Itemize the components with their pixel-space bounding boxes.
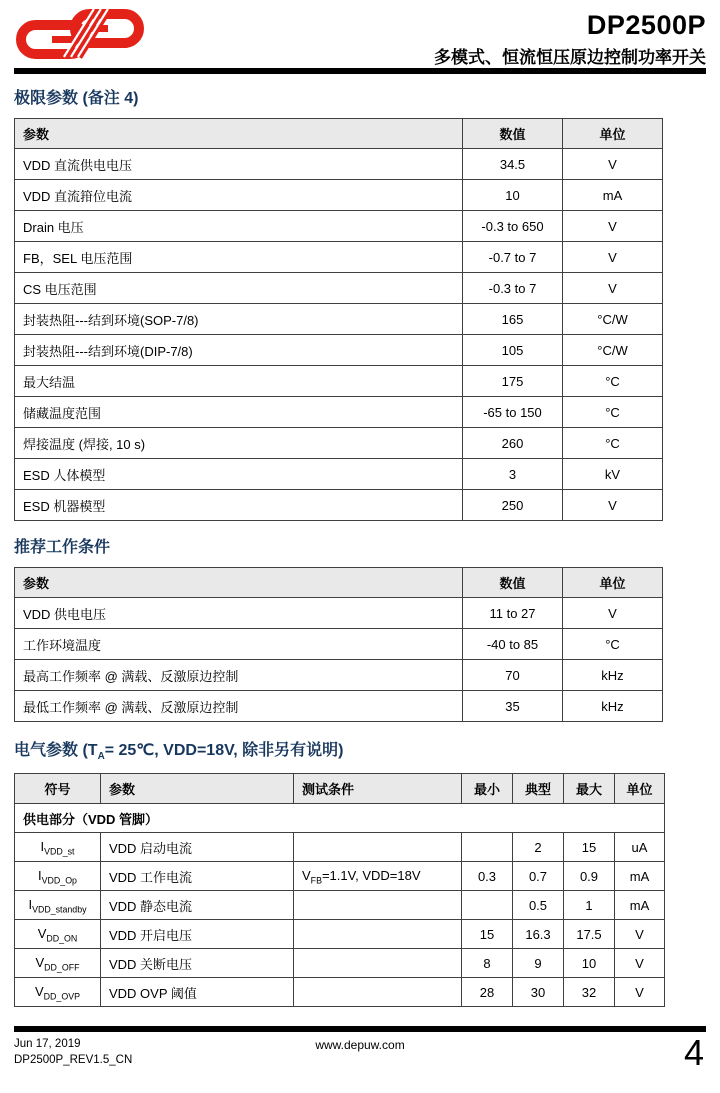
col-param: 参数	[15, 119, 463, 149]
unit-cell: °C	[563, 366, 663, 397]
param-cell: 封装热阻---结到环境(SOP-7/8)	[15, 304, 463, 335]
symbol-cell: $V_{DD\_OFF}$	[15, 949, 101, 978]
param-cell: 最高工作频率 @ 满载、反激原边控制	[15, 660, 463, 691]
heading-subscript: A	[97, 751, 105, 763]
unit-cell: mA	[615, 862, 665, 891]
doc-title: DP2500P	[586, 10, 706, 40]
param-cell: VDD 启动电流	[101, 833, 294, 862]
condition-cell	[294, 978, 462, 1007]
col-param: 参数	[101, 774, 294, 804]
param-cell: VDD 关断电压	[101, 949, 294, 978]
symbol-cell: $V_{DD\_ON}$	[15, 920, 101, 949]
section-heading-electrical	[14, 741, 706, 763]
table-row	[15, 490, 663, 521]
unit-cell: V	[563, 598, 663, 629]
value-cell: 165	[463, 304, 563, 335]
col-unit: 单位	[563, 568, 663, 598]
symbol-cell: $I_{VDD\_Op}$	[15, 862, 101, 891]
limits-table	[14, 118, 663, 521]
unit-cell: mA	[615, 891, 665, 920]
table-row	[15, 304, 663, 335]
unit-cell: V	[563, 149, 663, 180]
col-min: 最小	[462, 774, 513, 804]
typ-cell: 0.5	[513, 891, 564, 920]
table-row	[15, 459, 663, 490]
min-cell	[462, 891, 513, 920]
limits-header-row	[15, 119, 663, 149]
param-cell: VDD 直流箝位电流	[15, 180, 463, 211]
value-cell: -0.3 to 7	[463, 273, 563, 304]
table-row	[15, 366, 663, 397]
condition-cell: $V_{FB}=1.1V$, VDD=18V	[294, 862, 462, 891]
value-cell: -65 to 150	[463, 397, 563, 428]
param-cell: 最大结温	[15, 366, 463, 397]
param-cell: 最低工作频率 @ 满载、反激原边控制	[15, 691, 463, 722]
param-cell: FB，SEL 电压范围	[15, 242, 463, 273]
param-cell: VDD 工作电流	[101, 862, 294, 891]
max-cell: 10	[564, 949, 615, 978]
page-footer	[14, 1026, 706, 1083]
table-row	[15, 428, 663, 459]
typ-cell: 30	[513, 978, 564, 1007]
value-cell: 34.5	[463, 149, 563, 180]
table-row	[15, 833, 665, 862]
value-cell: 105	[463, 335, 563, 366]
symbol-cell: $I_{VDD\_standby}$	[15, 891, 101, 920]
footer-doc-rev: DP2500P_REV1.5_CN	[14, 1053, 133, 1066]
param-cell: 封装热阻---结到环境(DIP-7/8)	[15, 335, 463, 366]
value-cell: 70	[463, 660, 563, 691]
param-cell: VDD 供电电压	[15, 598, 463, 629]
title-block	[434, 8, 706, 68]
recommended-table	[14, 567, 663, 722]
section-heading-recommended: 推荐工作条件	[14, 539, 111, 557]
min-cell: 0.3	[462, 862, 513, 891]
table-row	[15, 335, 663, 366]
value-cell: -0.3 to 650	[463, 211, 563, 242]
col-param: 参数	[15, 568, 463, 598]
electrical-table	[14, 773, 665, 1007]
value-cell: 250	[463, 490, 563, 521]
param-cell: ESD 人体模型	[15, 459, 463, 490]
footer-url[interactable]: www.depuw.com	[315, 1038, 405, 1052]
param-cell: CS 电压范围	[15, 273, 463, 304]
max-cell: 17.5	[564, 920, 615, 949]
min-cell: 15	[462, 920, 513, 949]
symbol-cell: $I_{VDD\_st}$	[15, 833, 101, 862]
col-max: 最大	[564, 774, 615, 804]
col-unit: 单位	[563, 119, 663, 149]
symbol-cell: $V_{DD\_OVP}$	[15, 978, 101, 1007]
max-cell: 1	[564, 891, 615, 920]
param-cell: Drain 电压	[15, 211, 463, 242]
unit-cell: V	[563, 211, 663, 242]
table-row	[15, 629, 663, 660]
heading-text: = 25℃, VDD=18V, 除非另有说明)	[104, 742, 344, 760]
unit-cell: °C	[563, 397, 663, 428]
condition-cell	[294, 949, 462, 978]
param-cell: 焊接温度 (焊接, 10 s)	[15, 428, 463, 459]
col-symbol: 符号	[15, 774, 101, 804]
unit-cell: V	[615, 978, 665, 1007]
table-row	[15, 920, 665, 949]
table-row	[15, 273, 663, 304]
min-cell	[462, 833, 513, 862]
value-cell: 10	[463, 180, 563, 211]
col-value: 数值	[463, 568, 563, 598]
table-row	[15, 397, 663, 428]
table-row	[15, 180, 663, 211]
page-number: 4	[683, 1032, 704, 1073]
unit-cell: °C	[563, 428, 663, 459]
table-row	[15, 949, 665, 978]
table-row	[15, 149, 663, 180]
unit-cell: °C	[563, 629, 663, 660]
table-row	[15, 598, 663, 629]
max-cell: 0.9	[564, 862, 615, 891]
header-rule	[14, 68, 706, 74]
group-label: 供电部分（VDD 管脚）	[15, 804, 665, 833]
unit-cell: °C/W	[563, 335, 663, 366]
min-cell: 8	[462, 949, 513, 978]
min-cell: 28	[462, 978, 513, 1007]
table-row	[15, 862, 665, 891]
value-cell: 35	[463, 691, 563, 722]
heading-text: 电气参数 (T	[14, 742, 98, 760]
param-cell: 工作环境温度	[15, 629, 463, 660]
unit-cell: mA	[563, 180, 663, 211]
table-row	[15, 891, 665, 920]
max-cell: 15	[564, 833, 615, 862]
col-value: 数值	[463, 119, 563, 149]
param-cell: VDD 开启电压	[101, 920, 294, 949]
table-row	[15, 660, 663, 691]
param-cell: ESD 机器模型	[15, 490, 463, 521]
typ-cell: 9	[513, 949, 564, 978]
param-cell: VDD OVP 阈值	[101, 978, 294, 1007]
value-cell: 11 to 27	[463, 598, 563, 629]
company-logo-icon	[14, 8, 146, 60]
recommended-header-row	[15, 568, 663, 598]
condition-cell	[294, 891, 462, 920]
table-row	[15, 242, 663, 273]
unit-cell: kHz	[563, 660, 663, 691]
col-test-condition: 测试条件	[294, 774, 462, 804]
value-cell: -40 to 85	[463, 629, 563, 660]
param-cell: VDD 直流供电电压	[15, 149, 463, 180]
unit-cell: V	[563, 242, 663, 273]
value-cell: -0.7 to 7	[463, 242, 563, 273]
typ-cell: 2	[513, 833, 564, 862]
unit-cell: °C/W	[563, 304, 663, 335]
table-row	[15, 978, 665, 1007]
table-row	[15, 211, 663, 242]
param-cell: VDD 静态电流	[101, 891, 294, 920]
value-cell: 260	[463, 428, 563, 459]
unit-cell: V	[615, 949, 665, 978]
group-row	[15, 804, 665, 833]
footer-rule	[14, 1026, 706, 1032]
unit-cell: kHz	[563, 691, 663, 722]
electrical-header-row	[15, 774, 665, 804]
condition-cell	[294, 920, 462, 949]
max-cell: 32	[564, 978, 615, 1007]
value-cell: 3	[463, 459, 563, 490]
section-heading-limits: 极限参数 (备注 4)	[14, 90, 139, 107]
col-unit: 单位	[615, 774, 665, 804]
typ-cell: 0.7	[513, 862, 564, 891]
condition-cell	[294, 833, 462, 862]
col-typ: 典型	[513, 774, 564, 804]
unit-cell: V	[563, 273, 663, 304]
unit-cell: V	[563, 490, 663, 521]
param-cell: 储藏温度范围	[15, 397, 463, 428]
unit-cell: kV	[563, 459, 663, 490]
value-cell: 175	[463, 366, 563, 397]
page-header	[14, 8, 706, 67]
unit-cell: V	[615, 920, 665, 949]
table-row	[15, 691, 663, 722]
unit-cell: uA	[615, 833, 665, 862]
footer-date: Jun 17, 2019	[14, 1038, 81, 1050]
doc-subtitle: 多模式、恒流恒压原边控制功率开关	[434, 48, 706, 67]
typ-cell: 16.3	[513, 920, 564, 949]
